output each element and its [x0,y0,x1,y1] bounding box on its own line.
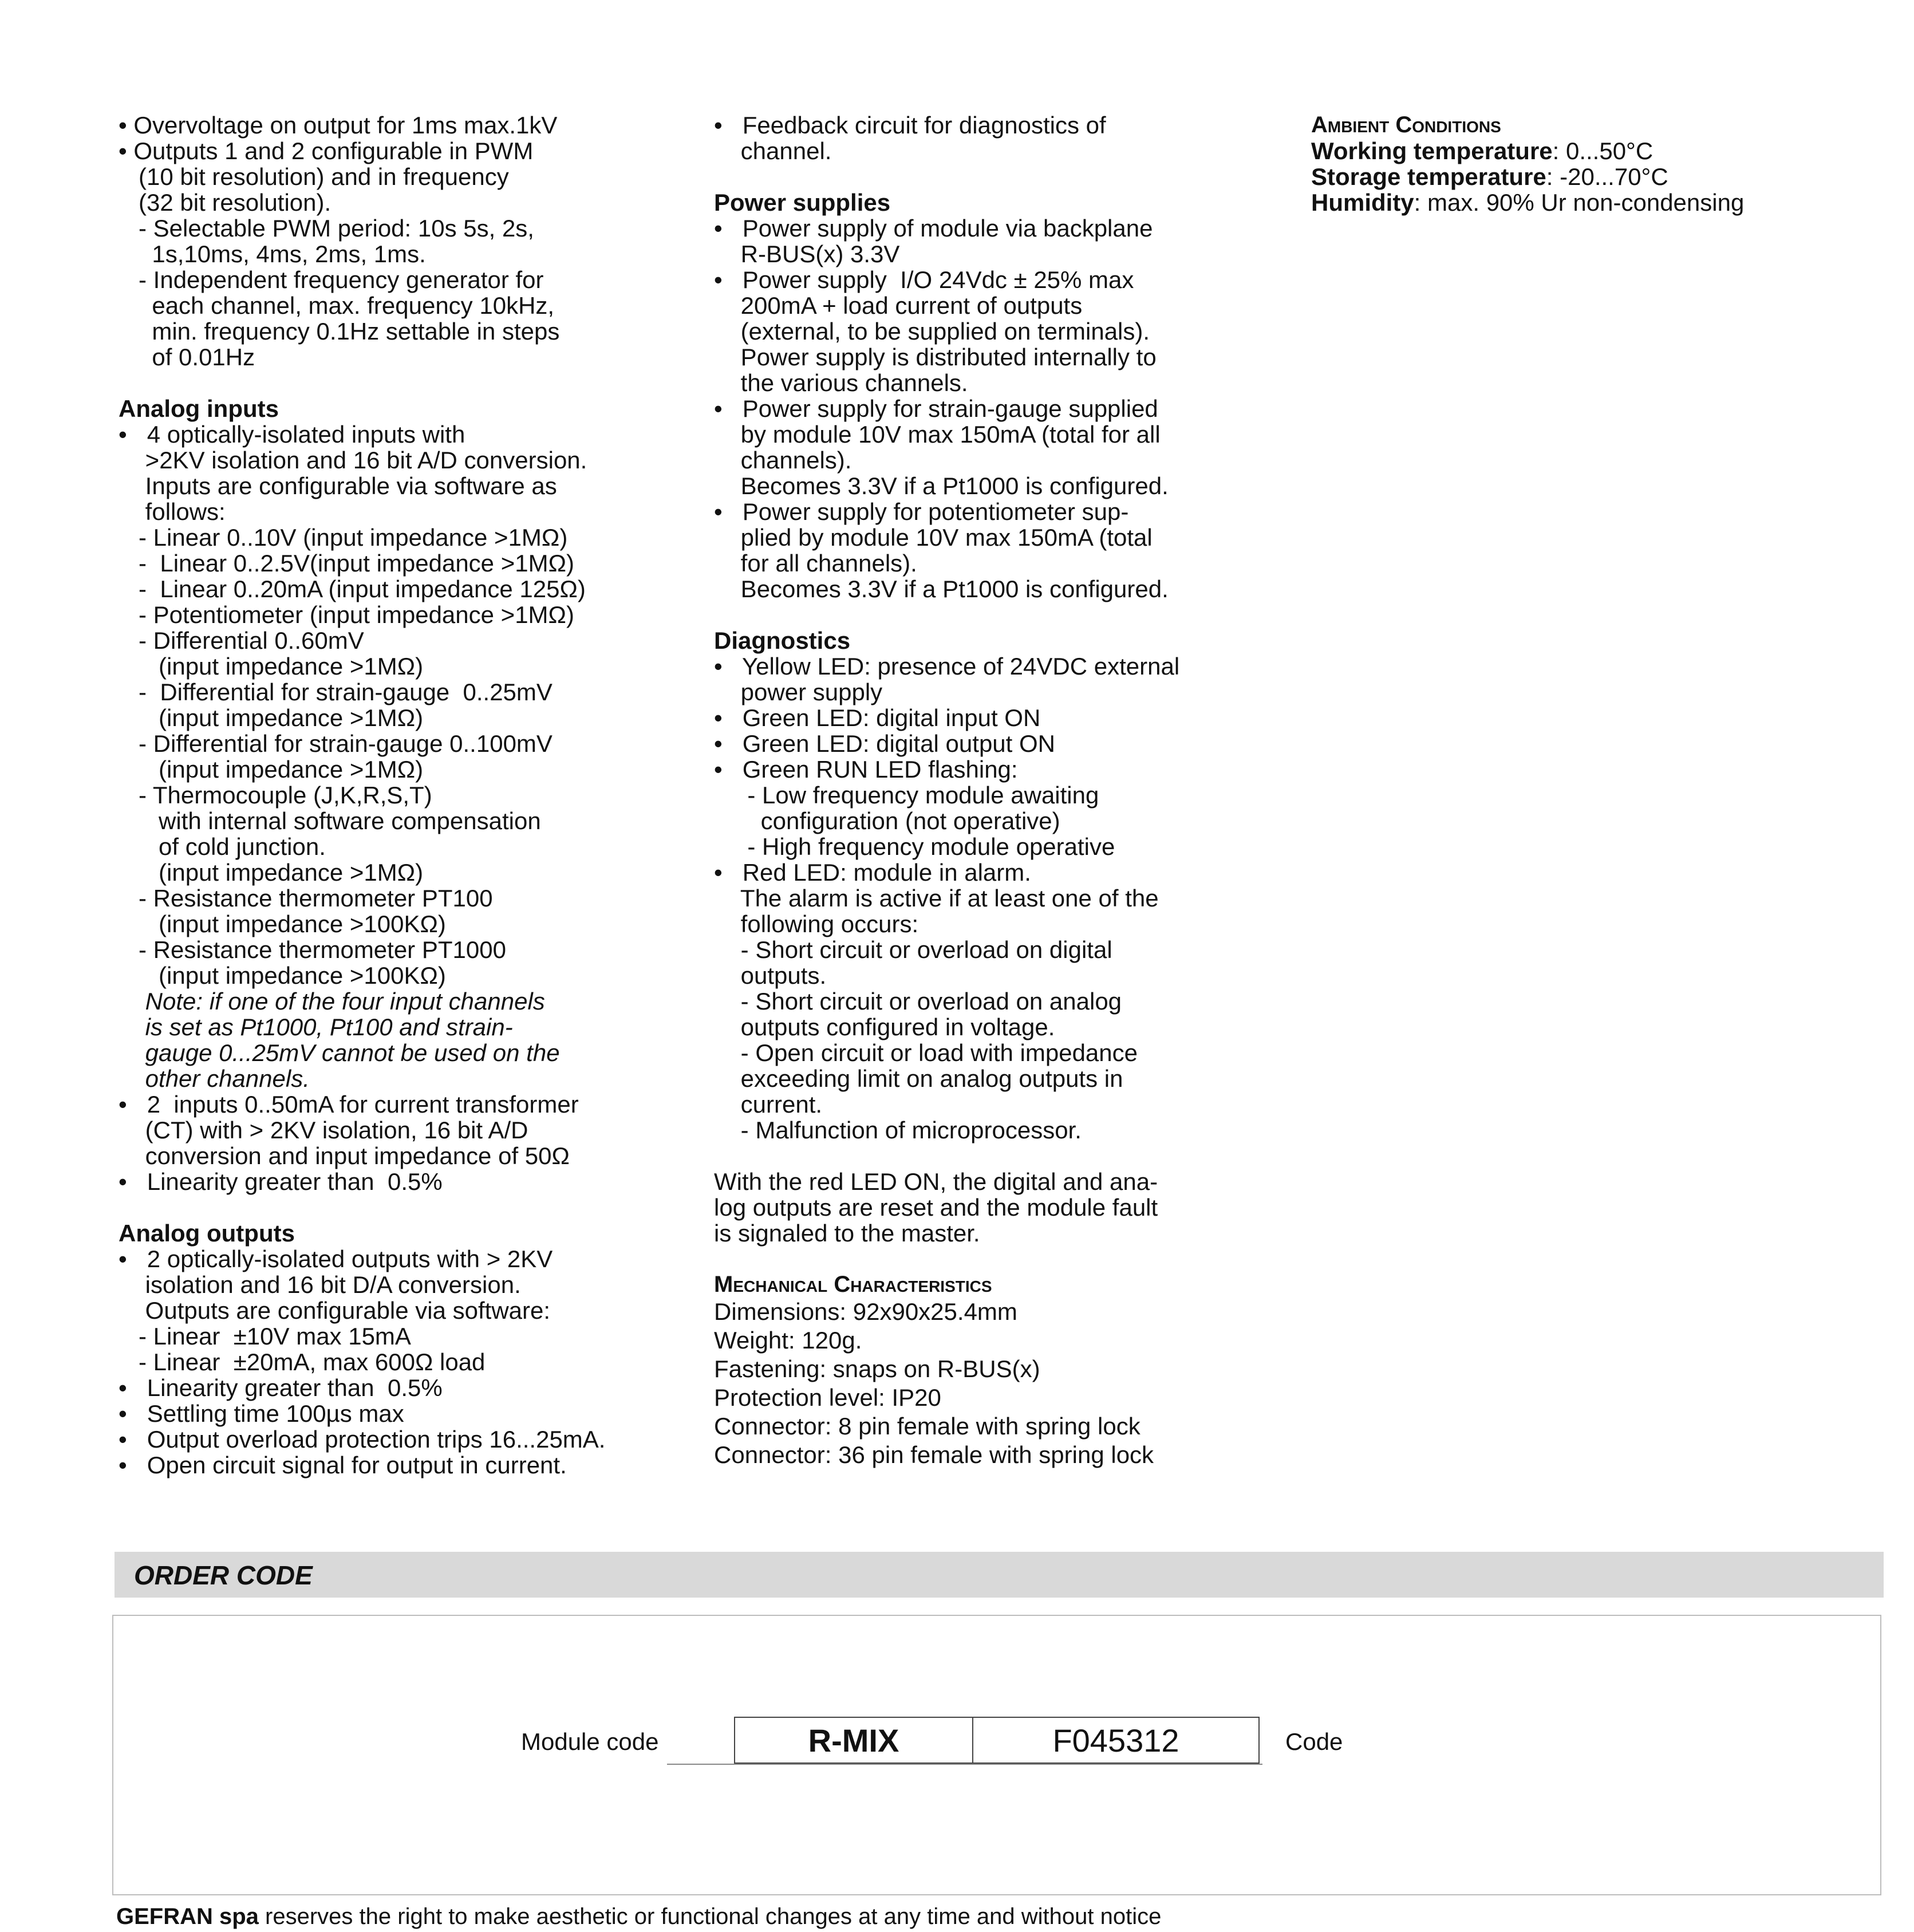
power-supplies-list [714,215,1304,602]
text-line: plied by module 10V max 150mA (total [714,524,1153,551]
text-line: - Resistance thermometer PT1000 [119,936,506,963]
diagnostics-heading: Diagnostics [714,627,851,654]
text-line: - Malfunction of microprocessor. [714,1117,1082,1144]
code-underline [667,1764,1262,1765]
text-line: Inputs are configurable via software as [119,472,557,499]
text-line: 1s,10ms, 4ms, 2ms, 1ms. [119,240,426,267]
text-line: • Green LED: digital input ON [714,704,1041,731]
text-line: by module 10V max 150mA (total for all [714,421,1161,448]
text-line: Protection level: IP20 [714,1384,941,1411]
text-line: - Short circuit or overload on digital [714,936,1112,963]
text-line: • Outputs 1 and 2 configurable in PWM [119,137,534,164]
text-line: channels). [714,447,852,474]
column-3 [1311,112,1889,215]
diagnostics-section [714,628,1304,1143]
module-code-value: R-MIX [734,1717,973,1764]
text-line: channel. [714,137,832,164]
ambient-heading: Ambient Conditions [1311,112,1501,137]
text-line: • Yellow LED: presence of 24VDC external [714,653,1180,680]
text-line: Connector: 8 pin female with spring lock [714,1413,1140,1440]
text-line: Note: if one of the four input channels [119,988,545,1015]
text-line: With the red LED ON, the digital and ana- [714,1168,1158,1195]
text-line: of 0.01Hz [119,344,255,370]
text-line: current. [714,1091,823,1118]
order-code-bar [115,1552,1884,1598]
text-line: • Power supply of module via backplane [714,215,1153,242]
text-line: - Selectable PWM period: 10s 5s, 2s, [119,215,534,242]
analog-inputs-list-2 [119,1091,697,1194]
output-features [119,112,697,370]
text-line: • 2 inputs 0..50mA for current transformer [119,1091,579,1118]
text-line: - Short circuit or overload on analog [714,988,1122,1015]
red-led-note [714,1169,1304,1246]
text-line: min. frequency 0.1Hz settable in steps [119,318,560,345]
text-line: • 2 optically-isolated outputs with > 2KV [119,1245,553,1272]
text-line: (CT) with > 2KV isolation, 16 bit A/D [119,1117,528,1144]
ambient-row-working [1311,138,1889,164]
text-line: • Settling time 100µs max [119,1400,404,1427]
text-line: (input impedance >100KΩ) [119,962,446,989]
text-line: (input impedance >1MΩ) [119,859,424,886]
text-line: following occurs: [714,910,919,937]
ambient-row-humidity [1311,190,1889,215]
ambient-label: Working temperature [1311,137,1553,164]
text-line: (32 bit resolution). [119,189,332,216]
module-code-label: Module code [521,1728,659,1755]
text-line: is set as Pt1000, Pt100 and strain- [119,1014,513,1040]
text-line: outputs configured in voltage. [714,1014,1055,1040]
text-line: >2KV isolation and 16 bit A/D conversion. [119,447,587,474]
product-code-value: F045312 [972,1717,1260,1764]
text-line: (input impedance >1MΩ) [119,704,424,731]
text-line: - Open circuit or load with impedance [714,1039,1138,1066]
text-line: conversion and input impedance of 50Ω [119,1142,570,1169]
footer-text: reserves the right to make aesthetic or functional changes at any time and without notice [258,1904,1162,1929]
text-line: - Differential for strain-gauge 0..25mV [119,679,553,705]
text-line: - Linear 0..20mA (input impedance 125Ω) [119,575,586,602]
ambient-value: : 0...50°C [1552,137,1653,164]
ambient-label: Humidity [1311,189,1414,216]
text-line: - Linear 0..10V (input impedance >1MΩ) [119,524,568,551]
text-line: - Linear ±10V max 15mA [119,1323,411,1350]
ambient-value: : -20...70°C [1546,163,1668,190]
mechanical-section [714,1272,1304,1469]
text-line: is signaled to the master. [714,1220,980,1247]
text-line: with internal software compensation [119,807,541,834]
text-line: - High frequency module operative [714,833,1115,860]
text-line: log outputs are reset and the module fault [714,1194,1158,1221]
text-line: 200mA + load current of outputs [714,292,1083,319]
text-line: The alarm is active if at least one of the [714,885,1159,912]
text-line: - Thermocouple (J,K,R,S,T) [119,782,432,809]
ambient-value: : max. 90% Ur non-condensing [1414,189,1745,216]
text-line: Connector: 36 pin female with spring lock [714,1441,1154,1468]
text-line: - Independent frequency generator for [119,266,544,293]
text-line: Power supply is distributed internally to [714,344,1157,370]
text-line: • Linearity greater than 0.5% [119,1374,443,1401]
power-supplies-section [714,190,1304,602]
text-line: • Open circuit signal for output in current. [119,1452,567,1478]
ambient-row-storage [1311,164,1889,190]
text-line: Outputs are configurable via software: [119,1297,551,1324]
text-line: configuration (not operative) [714,807,1060,834]
text-line: each channel, max. frequency 10kHz, [119,292,555,319]
text-line: follows: [119,498,226,525]
code-label: Code [1285,1728,1343,1755]
text-line: • Power supply I/O 24Vdc ± 25% max [714,266,1134,293]
text-line: (external, to be supplied on terminals). [714,318,1150,345]
mechanical-heading: Mechanical Characteristics [714,1272,992,1297]
analog-inputs-note [119,988,697,1091]
column-2 [714,112,1304,1495]
text-line: • Power supply for potentiometer sup- [714,498,1129,525]
text-line: • Power supply for strain-gauge supplied [714,395,1158,422]
analog-outputs-heading: Analog outputs [119,1220,295,1247]
order-code-title: ORDER CODE [134,1560,313,1590]
text-line: • 4 optically-isolated inputs with [119,421,465,448]
text-line: - Linear 0..2.5V(input impedance >1MΩ) [119,550,574,577]
column-1 [119,112,697,1504]
text-line: for all channels). [714,550,917,577]
text-line: exceeding limit on analog outputs in [714,1065,1123,1092]
text-line: Becomes 3.3V if a Pt1000 is configured. [714,575,1169,602]
text-line: outputs. [714,962,827,989]
text-line: isolation and 16 bit D/A conversion. [119,1271,521,1298]
feedback-feature [714,112,1304,164]
text-line: of cold junction. [119,833,326,860]
power-supplies-heading: Power supplies [714,189,891,216]
text-line: • Feedback circuit for diagnostics of [714,112,1106,139]
text-line: - Potentiometer (input impedance >1MΩ) [119,601,574,628]
mechanical-list [714,1298,1304,1469]
text-line: (input impedance >1MΩ) [119,756,424,783]
analog-inputs-section [119,396,697,1194]
text-line: • Green RUN LED flashing: [714,756,1018,783]
text-line: power supply [714,679,883,705]
text-line: Fastening: snaps on R-BUS(x) [714,1355,1040,1382]
text-line: Becomes 3.3V if a Pt1000 is configured. [714,472,1169,499]
text-line: • Overvoltage on output for 1ms max.1kV [119,112,558,139]
text-line: • Red LED: module in alarm. [714,859,1031,886]
text-line: the various channels. [714,369,968,396]
text-line: Weight: 120g. [714,1327,862,1354]
analog-outputs-list [119,1246,697,1478]
text-line: - Low frequency module awaiting [714,782,1099,809]
analog-inputs-list [119,421,697,988]
text-line: (input impedance >100KΩ) [119,910,446,937]
text-line: - Resistance thermometer PT100 [119,885,493,912]
ambient-label: Storage temperature [1311,163,1546,190]
text-line: - Differential for strain-gauge 0..100mV [119,730,553,757]
text-line: (10 bit resolution) and in frequency [119,163,509,190]
text-line: - Linear ±20mA, max 600Ω load [119,1349,486,1375]
text-line: • Linearity greater than 0.5% [119,1168,443,1195]
text-line: other channels. [119,1065,310,1092]
text-line: R-BUS(x) 3.3V [714,240,900,267]
text-line: (input impedance >1MΩ) [119,653,424,680]
text-line: • Output overload protection trips 16...25mA. [119,1426,606,1453]
diagnostics-list [714,653,1304,1143]
footer-company: GEFRAN spa [116,1904,259,1929]
text-line: Dimensions: 92x90x25.4mm [714,1298,1017,1325]
text-line: • Green LED: digital output ON [714,730,1055,757]
text-line: - Differential 0..60mV [119,627,364,654]
analog-inputs-heading: Analog inputs [119,395,279,422]
footer-disclaimer [116,1904,1161,1930]
analog-outputs-section [119,1220,697,1478]
text-line: gauge 0...25mV cannot be used on the [119,1039,560,1066]
